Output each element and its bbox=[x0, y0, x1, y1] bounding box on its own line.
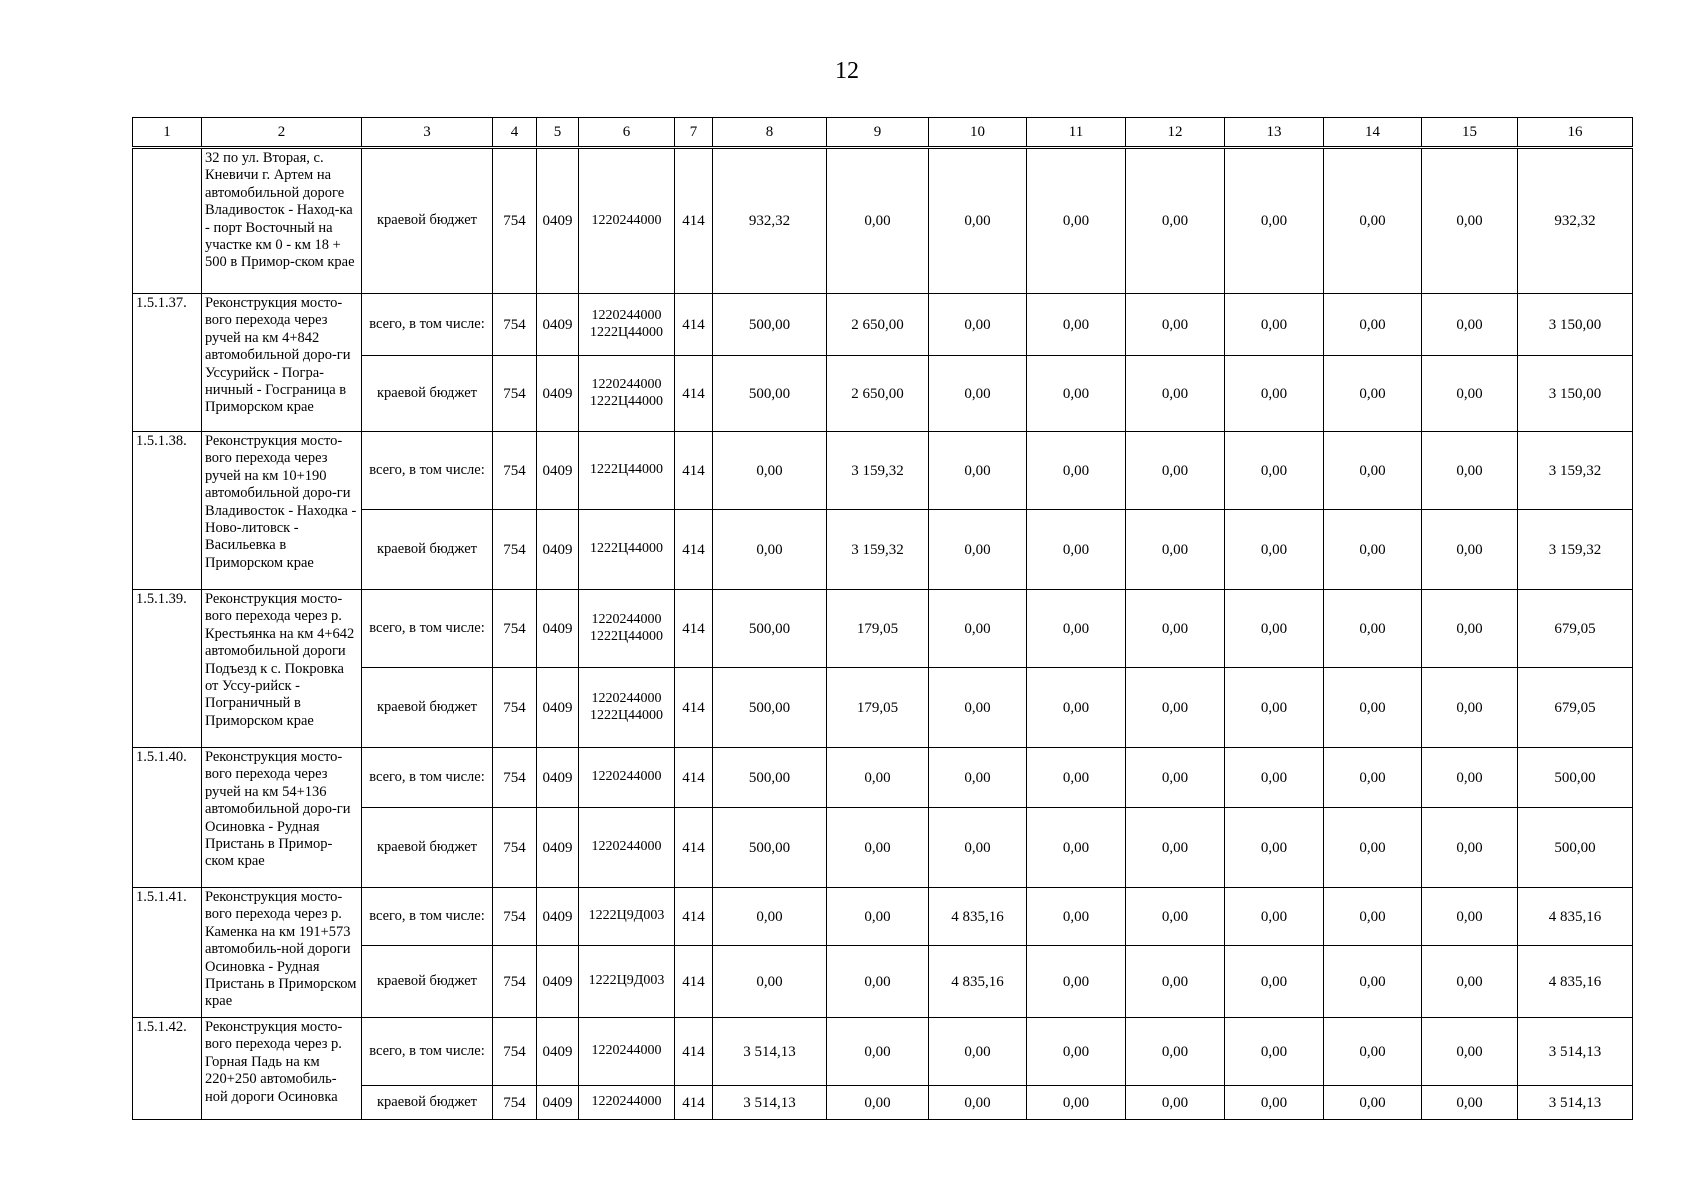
cell-col-16: 3 150,00 bbox=[1518, 294, 1633, 356]
item-number: 1.5.1.37. bbox=[133, 294, 202, 432]
cell-col-5: 0409 bbox=[537, 510, 579, 590]
cell-col-6: 1222Ц44000 bbox=[579, 510, 675, 590]
cell-col-12: 0,00 bbox=[1126, 590, 1225, 668]
cell-col-6: 1220244000 1222Ц44000 bbox=[579, 668, 675, 748]
cell-col-5: 0409 bbox=[537, 148, 579, 294]
cell-col-5: 0409 bbox=[537, 748, 579, 808]
column-header: 6 bbox=[579, 118, 675, 148]
cell-col-14: 0,00 bbox=[1324, 808, 1422, 888]
item-description: 32 по ул. Вторая, с. Кневичи г. Артем на автомобильной дороге Владивосток - Наход-ка - порт Восточный на участке км 0 - км 18 + 500 в Примор-ском крае bbox=[202, 148, 362, 294]
cell-col-11: 0,00 bbox=[1027, 946, 1126, 1018]
funding-source: всего, в том числе: bbox=[362, 1018, 493, 1086]
cell-col-12: 0,00 bbox=[1126, 294, 1225, 356]
funding-source: краевой бюджет bbox=[362, 1086, 493, 1120]
cell-col-13: 0,00 bbox=[1225, 946, 1324, 1018]
cell-col-16: 4 835,16 bbox=[1518, 888, 1633, 946]
cell-col-7: 414 bbox=[675, 294, 713, 356]
cell-col-12: 0,00 bbox=[1126, 808, 1225, 888]
cell-col-8: 3 514,13 bbox=[713, 1086, 827, 1120]
cell-col-11: 0,00 bbox=[1027, 356, 1126, 432]
cell-col-11: 0,00 bbox=[1027, 668, 1126, 748]
cell-col-7: 414 bbox=[675, 590, 713, 668]
cell-col-10: 0,00 bbox=[929, 808, 1027, 888]
cell-col-9: 3 159,32 bbox=[827, 510, 929, 590]
cell-col-6: 1220244000 bbox=[579, 748, 675, 808]
cell-col-13: 0,00 bbox=[1225, 590, 1324, 668]
column-header: 12 bbox=[1126, 118, 1225, 148]
cell-col-12: 0,00 bbox=[1126, 946, 1225, 1018]
cell-col-5: 0409 bbox=[537, 946, 579, 1018]
table-row bbox=[133, 148, 1633, 294]
cell-col-11: 0,00 bbox=[1027, 748, 1126, 808]
cell-col-8: 500,00 bbox=[713, 294, 827, 356]
cell-col-14: 0,00 bbox=[1324, 590, 1422, 668]
cell-col-8: 500,00 bbox=[713, 808, 827, 888]
cell-col-5: 0409 bbox=[537, 294, 579, 356]
cell-col-4: 754 bbox=[493, 1086, 537, 1120]
cell-col-10: 0,00 bbox=[929, 294, 1027, 356]
cell-col-6: 1222Ц44000 bbox=[579, 432, 675, 510]
cell-col-12: 0,00 bbox=[1126, 888, 1225, 946]
cell-col-9: 0,00 bbox=[827, 888, 929, 946]
cell-col-10: 0,00 bbox=[929, 148, 1027, 294]
cell-col-4: 754 bbox=[493, 148, 537, 294]
cell-col-5: 0409 bbox=[537, 808, 579, 888]
cell-col-6: 1222Ц9Д003 bbox=[579, 946, 675, 1018]
cell-col-13: 0,00 bbox=[1225, 1086, 1324, 1120]
cell-col-4: 754 bbox=[493, 510, 537, 590]
cell-col-8: 932,32 bbox=[713, 148, 827, 294]
cell-col-10: 0,00 bbox=[929, 510, 1027, 590]
funding-source: краевой бюджет bbox=[362, 510, 493, 590]
column-header: 16 bbox=[1518, 118, 1633, 148]
cell-col-9: 0,00 bbox=[827, 1086, 929, 1120]
cell-col-15: 0,00 bbox=[1422, 294, 1518, 356]
cell-col-13: 0,00 bbox=[1225, 148, 1324, 294]
cell-col-6: 1220244000 bbox=[579, 1018, 675, 1086]
cell-col-6: 1220244000 1222Ц44000 bbox=[579, 356, 675, 432]
cell-col-14: 0,00 bbox=[1324, 510, 1422, 590]
cell-col-6: 1220244000 bbox=[579, 808, 675, 888]
cell-col-6: 1220244000 bbox=[579, 148, 675, 294]
table-row bbox=[133, 294, 1633, 356]
cell-col-14: 0,00 bbox=[1324, 748, 1422, 808]
cell-col-8: 0,00 bbox=[713, 510, 827, 590]
cell-col-10: 4 835,16 bbox=[929, 888, 1027, 946]
cell-col-13: 0,00 bbox=[1225, 808, 1324, 888]
cell-col-15: 0,00 bbox=[1422, 356, 1518, 432]
cell-col-14: 0,00 bbox=[1324, 432, 1422, 510]
column-header: 13 bbox=[1225, 118, 1324, 148]
cell-col-15: 0,00 bbox=[1422, 946, 1518, 1018]
cell-col-8: 500,00 bbox=[713, 748, 827, 808]
table-row bbox=[133, 432, 1633, 510]
cell-col-7: 414 bbox=[675, 432, 713, 510]
funding-source: всего, в том числе: bbox=[362, 748, 493, 808]
item-description: Реконструкция мосто-вого перехода через р. Каменка на км 191+573 автомобиль-ной дороги Осиновка - Рудная Пристань в Приморском крае bbox=[202, 888, 362, 1018]
cell-col-10: 4 835,16 bbox=[929, 946, 1027, 1018]
column-header: 15 bbox=[1422, 118, 1518, 148]
cell-col-4: 754 bbox=[493, 432, 537, 510]
cell-col-16: 3 514,13 bbox=[1518, 1018, 1633, 1086]
cell-col-10: 0,00 bbox=[929, 1018, 1027, 1086]
cell-col-15: 0,00 bbox=[1422, 432, 1518, 510]
cell-col-9: 179,05 bbox=[827, 668, 929, 748]
cell-col-14: 0,00 bbox=[1324, 888, 1422, 946]
cell-col-11: 0,00 bbox=[1027, 808, 1126, 888]
cell-col-8: 3 514,13 bbox=[713, 1018, 827, 1086]
page-number: 12 bbox=[835, 58, 859, 84]
cell-col-11: 0,00 bbox=[1027, 1018, 1126, 1086]
budget-table bbox=[132, 117, 1633, 1120]
cell-col-11: 0,00 bbox=[1027, 432, 1126, 510]
cell-col-6: 1220244000 1222Ц44000 bbox=[579, 294, 675, 356]
column-header: 4 bbox=[493, 118, 537, 148]
funding-source: всего, в том числе: bbox=[362, 888, 493, 946]
cell-col-4: 754 bbox=[493, 294, 537, 356]
cell-col-16: 3 514,13 bbox=[1518, 1086, 1633, 1120]
cell-col-10: 0,00 bbox=[929, 356, 1027, 432]
cell-col-9: 179,05 bbox=[827, 590, 929, 668]
cell-col-7: 414 bbox=[675, 808, 713, 888]
item-description: Реконструкция мосто-вого перехода через ручей на км 10+190 автомобильной доро-ги Владивосток - Находка - Ново-литовск - Васильевка в Приморском крае bbox=[202, 432, 362, 590]
item-description: Реконструкция мосто-вого перехода через р. Горная Падь на км 220+250 автомобиль-ной дороги Осиновка bbox=[202, 1018, 362, 1120]
column-header: 8 bbox=[713, 118, 827, 148]
cell-col-14: 0,00 bbox=[1324, 946, 1422, 1018]
cell-col-4: 754 bbox=[493, 808, 537, 888]
cell-col-4: 754 bbox=[493, 946, 537, 1018]
table-row bbox=[133, 1018, 1633, 1086]
cell-col-14: 0,00 bbox=[1324, 1018, 1422, 1086]
cell-col-16: 500,00 bbox=[1518, 808, 1633, 888]
cell-col-9: 0,00 bbox=[827, 148, 929, 294]
cell-col-8: 0,00 bbox=[713, 946, 827, 1018]
cell-col-14: 0,00 bbox=[1324, 1086, 1422, 1120]
cell-col-7: 414 bbox=[675, 748, 713, 808]
funding-source: краевой бюджет bbox=[362, 148, 493, 294]
cell-col-10: 0,00 bbox=[929, 432, 1027, 510]
cell-col-13: 0,00 bbox=[1225, 294, 1324, 356]
cell-col-9: 0,00 bbox=[827, 946, 929, 1018]
item-number bbox=[133, 148, 202, 294]
cell-col-8: 500,00 bbox=[713, 590, 827, 668]
cell-col-8: 0,00 bbox=[713, 432, 827, 510]
cell-col-16: 4 835,16 bbox=[1518, 946, 1633, 1018]
cell-col-15: 0,00 bbox=[1422, 1086, 1518, 1120]
cell-col-7: 414 bbox=[675, 356, 713, 432]
cell-col-6: 1222Ц9Д003 bbox=[579, 888, 675, 946]
column-header: 5 bbox=[537, 118, 579, 148]
cell-col-10: 0,00 bbox=[929, 748, 1027, 808]
cell-col-5: 0409 bbox=[537, 1018, 579, 1086]
cell-col-4: 754 bbox=[493, 1018, 537, 1086]
cell-col-15: 0,00 bbox=[1422, 748, 1518, 808]
funding-source: краевой бюджет bbox=[362, 808, 493, 888]
cell-col-13: 0,00 bbox=[1225, 510, 1324, 590]
cell-col-14: 0,00 bbox=[1324, 148, 1422, 294]
cell-col-14: 0,00 bbox=[1324, 668, 1422, 748]
funding-source: всего, в том числе: bbox=[362, 432, 493, 510]
cell-col-10: 0,00 bbox=[929, 590, 1027, 668]
cell-col-15: 0,00 bbox=[1422, 888, 1518, 946]
column-header: 7 bbox=[675, 118, 713, 148]
cell-col-13: 0,00 bbox=[1225, 356, 1324, 432]
item-number: 1.5.1.38. bbox=[133, 432, 202, 590]
column-header: 1 bbox=[133, 118, 202, 148]
cell-col-14: 0,00 bbox=[1324, 294, 1422, 356]
cell-col-11: 0,00 bbox=[1027, 148, 1126, 294]
cell-col-8: 500,00 bbox=[713, 356, 827, 432]
cell-col-7: 414 bbox=[675, 888, 713, 946]
column-header: 10 bbox=[929, 118, 1027, 148]
cell-col-13: 0,00 bbox=[1225, 888, 1324, 946]
item-number: 1.5.1.39. bbox=[133, 590, 202, 748]
item-description: Реконструкция мосто-вого перехода через ручей на км 4+842 автомобильной доро-ги Уссурийск - Погра-ничный - Госграница в Приморском крае bbox=[202, 294, 362, 432]
cell-col-6: 1220244000 1222Ц44000 bbox=[579, 590, 675, 668]
cell-col-11: 0,00 bbox=[1027, 1086, 1126, 1120]
cell-col-9: 0,00 bbox=[827, 808, 929, 888]
item-number: 1.5.1.40. bbox=[133, 748, 202, 888]
cell-col-11: 0,00 bbox=[1027, 590, 1126, 668]
cell-col-7: 414 bbox=[675, 946, 713, 1018]
cell-col-4: 754 bbox=[493, 356, 537, 432]
header-row bbox=[133, 118, 1633, 148]
cell-col-12: 0,00 bbox=[1126, 748, 1225, 808]
cell-col-11: 0,00 bbox=[1027, 294, 1126, 356]
cell-col-9: 2 650,00 bbox=[827, 356, 929, 432]
cell-col-16: 3 159,32 bbox=[1518, 432, 1633, 510]
cell-col-16: 3 150,00 bbox=[1518, 356, 1633, 432]
cell-col-7: 414 bbox=[675, 1018, 713, 1086]
cell-col-5: 0409 bbox=[537, 432, 579, 510]
cell-col-7: 414 bbox=[675, 148, 713, 294]
cell-col-16: 679,05 bbox=[1518, 590, 1633, 668]
cell-col-9: 3 159,32 bbox=[827, 432, 929, 510]
cell-col-4: 754 bbox=[493, 590, 537, 668]
cell-col-5: 0409 bbox=[537, 668, 579, 748]
cell-col-4: 754 bbox=[493, 888, 537, 946]
cell-col-8: 500,00 bbox=[713, 668, 827, 748]
funding-source: краевой бюджет bbox=[362, 356, 493, 432]
cell-col-12: 0,00 bbox=[1126, 432, 1225, 510]
cell-col-12: 0,00 bbox=[1126, 510, 1225, 590]
cell-col-15: 0,00 bbox=[1422, 1018, 1518, 1086]
column-header: 2 bbox=[202, 118, 362, 148]
cell-col-9: 0,00 bbox=[827, 748, 929, 808]
cell-col-10: 0,00 bbox=[929, 668, 1027, 748]
cell-col-7: 414 bbox=[675, 668, 713, 748]
cell-col-16: 932,32 bbox=[1518, 148, 1633, 294]
cell-col-4: 754 bbox=[493, 668, 537, 748]
cell-col-8: 0,00 bbox=[713, 888, 827, 946]
table-row bbox=[133, 590, 1633, 668]
cell-col-12: 0,00 bbox=[1126, 356, 1225, 432]
table-row bbox=[133, 888, 1633, 946]
cell-col-15: 0,00 bbox=[1422, 590, 1518, 668]
cell-col-15: 0,00 bbox=[1422, 668, 1518, 748]
cell-col-16: 500,00 bbox=[1518, 748, 1633, 808]
cell-col-16: 679,05 bbox=[1518, 668, 1633, 748]
cell-col-6: 1220244000 bbox=[579, 1086, 675, 1120]
column-header: 14 bbox=[1324, 118, 1422, 148]
cell-col-15: 0,00 bbox=[1422, 148, 1518, 294]
funding-source: краевой бюджет bbox=[362, 668, 493, 748]
cell-col-13: 0,00 bbox=[1225, 748, 1324, 808]
cell-col-12: 0,00 bbox=[1126, 668, 1225, 748]
funding-source: краевой бюджет bbox=[362, 946, 493, 1018]
cell-col-9: 0,00 bbox=[827, 1018, 929, 1086]
cell-col-5: 0409 bbox=[537, 590, 579, 668]
item-description: Реконструкция мосто-вого перехода через р. Крестьянка на км 4+642 автомобильной дороги Подъезд к с. Покровка от Уссу-рийск - Пограничный в Приморском крае bbox=[202, 590, 362, 748]
item-number: 1.5.1.41. bbox=[133, 888, 202, 1018]
cell-col-9: 2 650,00 bbox=[827, 294, 929, 356]
funding-source: всего, в том числе: bbox=[362, 590, 493, 668]
table-row bbox=[133, 748, 1633, 808]
cell-col-12: 0,00 bbox=[1126, 148, 1225, 294]
cell-col-15: 0,00 bbox=[1422, 510, 1518, 590]
cell-col-7: 414 bbox=[675, 510, 713, 590]
cell-col-11: 0,00 bbox=[1027, 510, 1126, 590]
cell-col-11: 0,00 bbox=[1027, 888, 1126, 946]
item-description: Реконструкция мосто-вого перехода через ручей на км 54+136 автомобильной доро-ги Осиновка - Рудная Пристань в Примор-ском крае bbox=[202, 748, 362, 888]
cell-col-5: 0409 bbox=[537, 1086, 579, 1120]
cell-col-13: 0,00 bbox=[1225, 668, 1324, 748]
cell-col-10: 0,00 bbox=[929, 1086, 1027, 1120]
cell-col-12: 0,00 bbox=[1126, 1086, 1225, 1120]
cell-col-4: 754 bbox=[493, 748, 537, 808]
cell-col-12: 0,00 bbox=[1126, 1018, 1225, 1086]
cell-col-16: 3 159,32 bbox=[1518, 510, 1633, 590]
column-header: 11 bbox=[1027, 118, 1126, 148]
funding-source: всего, в том числе: bbox=[362, 294, 493, 356]
cell-col-13: 0,00 bbox=[1225, 432, 1324, 510]
cell-col-14: 0,00 bbox=[1324, 356, 1422, 432]
column-header: 9 bbox=[827, 118, 929, 148]
cell-col-13: 0,00 bbox=[1225, 1018, 1324, 1086]
cell-col-15: 0,00 bbox=[1422, 808, 1518, 888]
cell-col-5: 0409 bbox=[537, 356, 579, 432]
cell-col-5: 0409 bbox=[537, 888, 579, 946]
column-header: 3 bbox=[362, 118, 493, 148]
cell-col-7: 414 bbox=[675, 1086, 713, 1120]
item-number: 1.5.1.42. bbox=[133, 1018, 202, 1120]
